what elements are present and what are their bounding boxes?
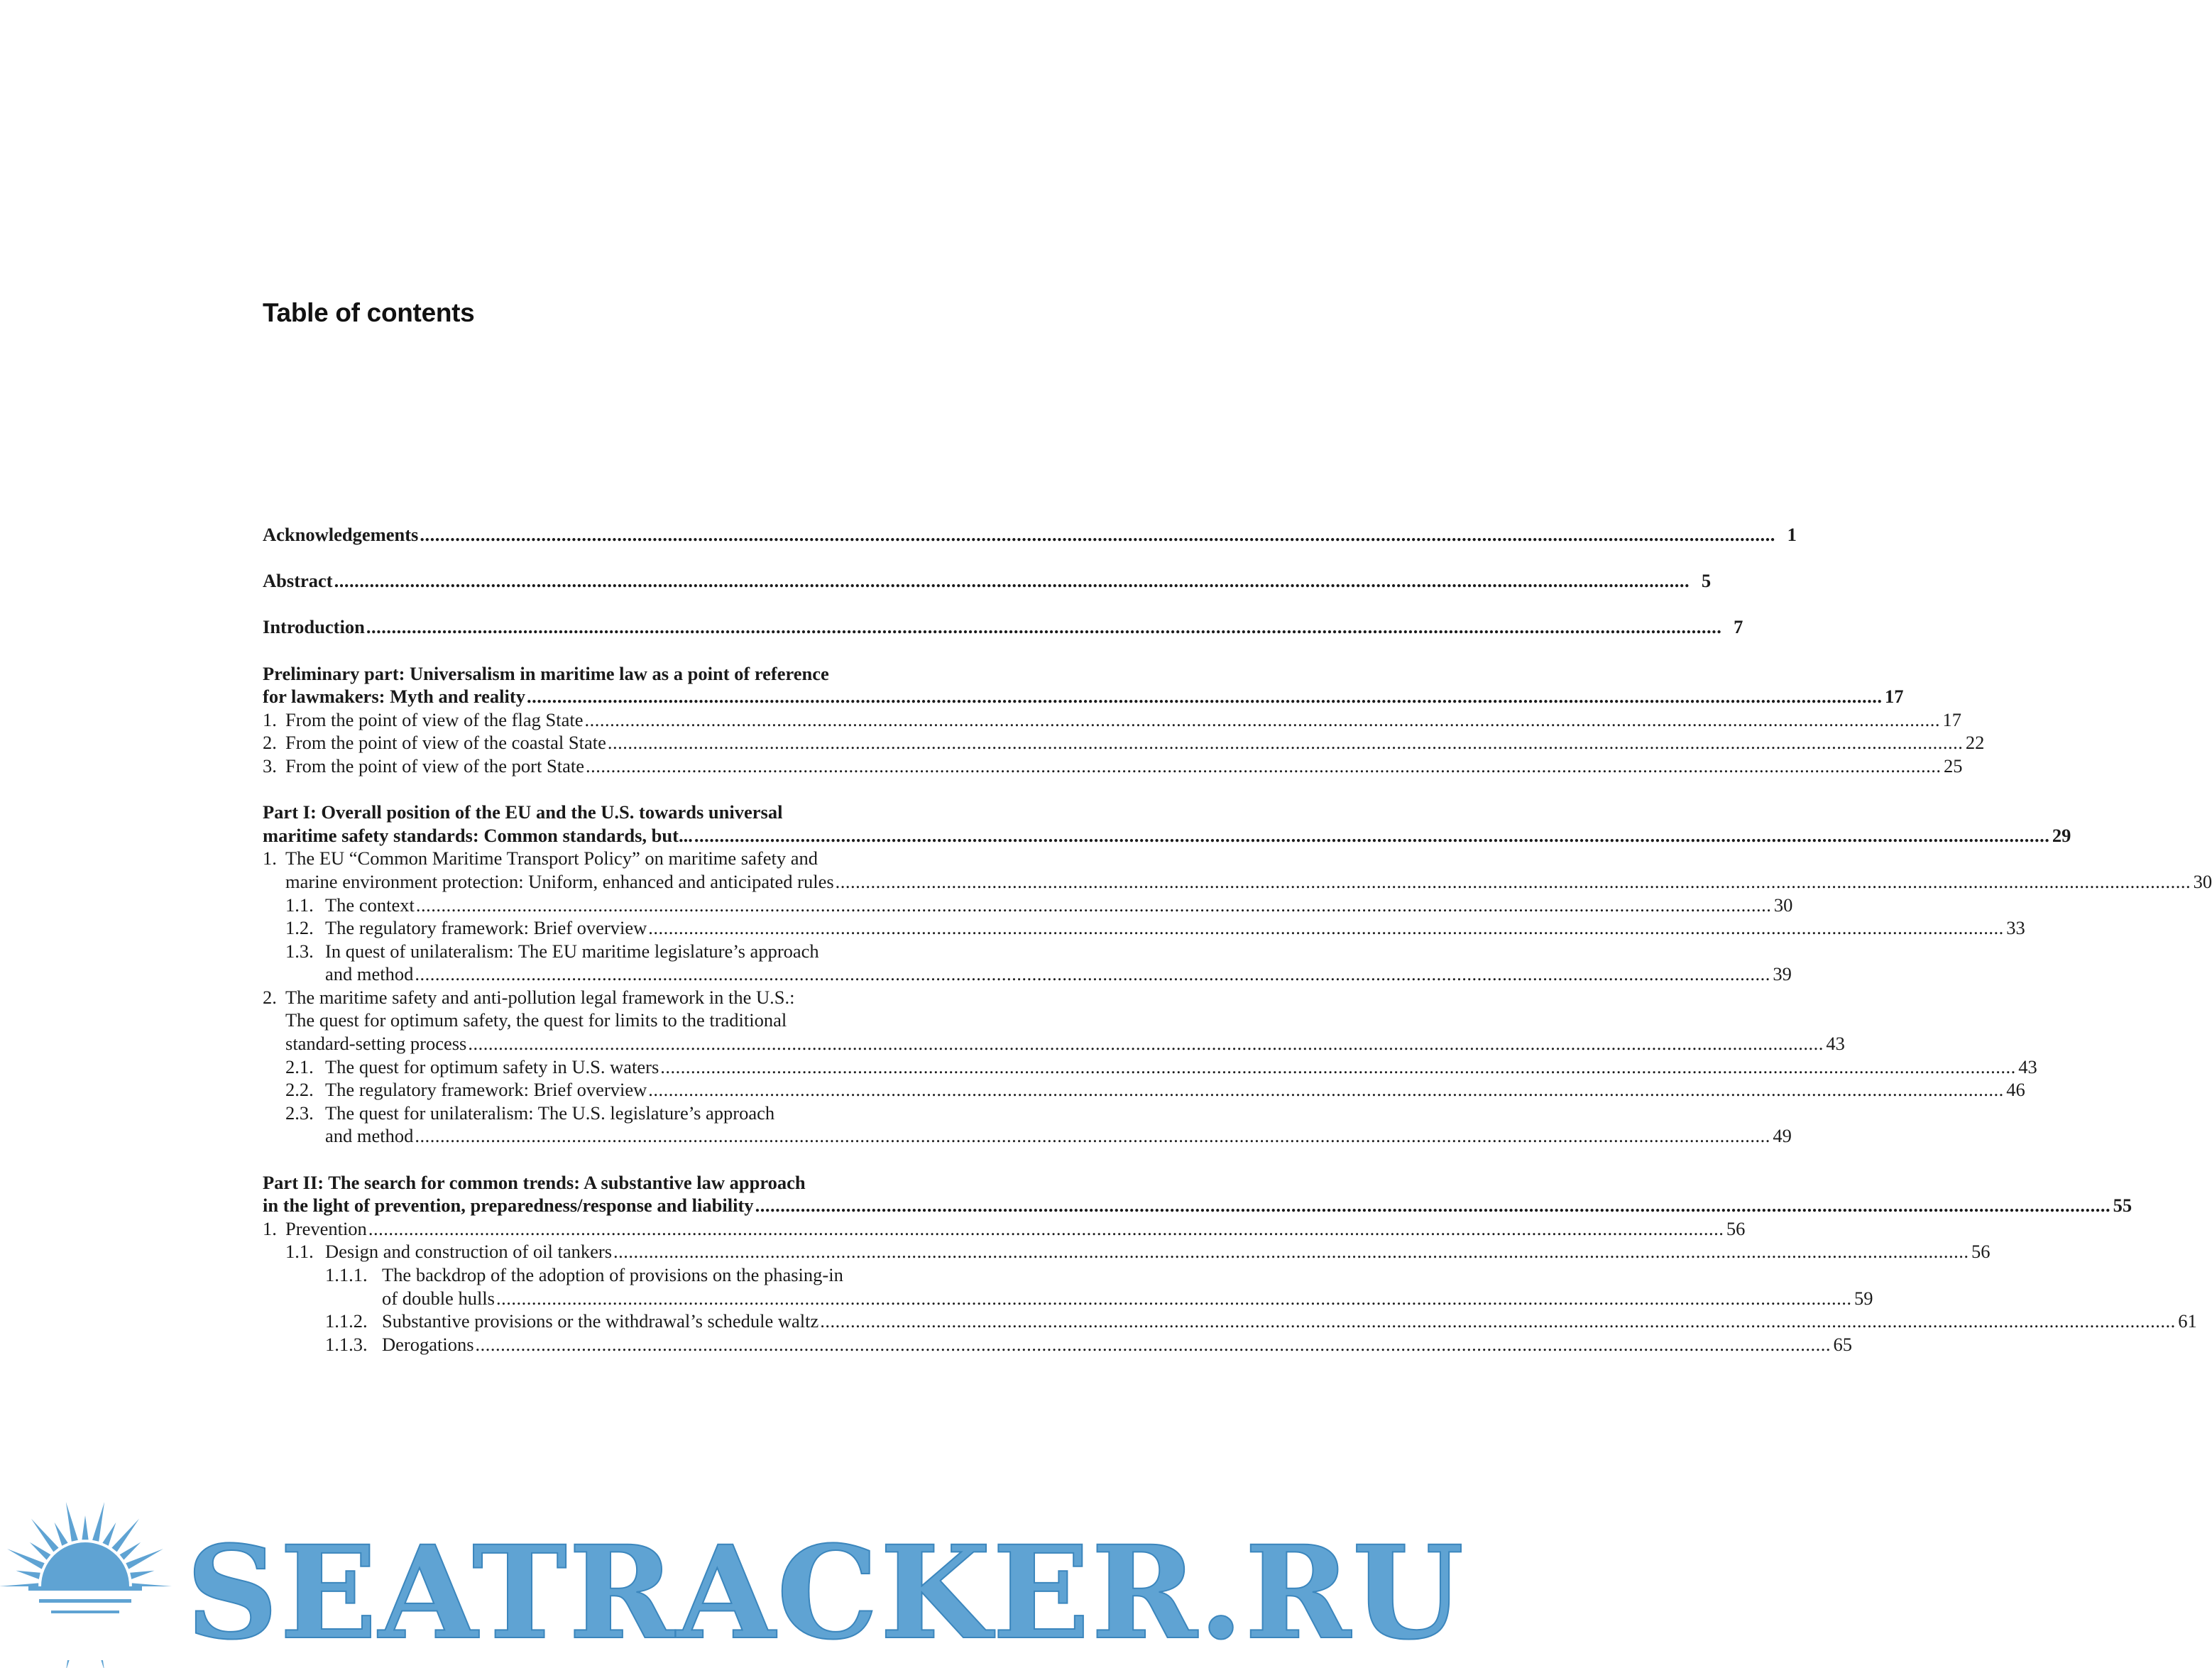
toc-entry-number: 1.: [263, 708, 277, 730]
toc-entry-title: marine environment protection: Uniform, enhanced and anticipated rules: [285, 870, 834, 892]
toc-entry[interactable]: [263, 1171, 924, 1195]
toc-entry-number: 1.3.: [285, 940, 314, 962]
dot-leader: [527, 685, 1883, 708]
toc-entry-title: In quest of unilateralism: The EU maritime legislature’s approach: [325, 940, 819, 962]
sun-ray: [120, 1542, 141, 1560]
toc-entry-title: The quest for optimum safety, the quest for limits to the traditional: [285, 1009, 787, 1031]
toc-entry-number: 2.3.: [285, 1102, 314, 1124]
toc-page-number: 17: [1884, 686, 1904, 708]
toc-page-number: 65: [1833, 1333, 1853, 1355]
sun-ray: [66, 1502, 78, 1542]
toc-entry-number: 1.: [263, 847, 277, 869]
toc-entry[interactable]: [263, 894, 1793, 917]
toc-page-number: 7: [1734, 616, 1743, 638]
toc-entry-title: maritime safety standards: Common standards, but...: [263, 824, 693, 846]
dot-leader: [613, 1240, 1969, 1263]
toc-entry[interactable]: [263, 523, 1797, 547]
dot-leader: [608, 731, 1964, 755]
toc-entry-title: Acknowledgements: [263, 524, 419, 545]
toc-entry-title: From the point of view of the port State: [285, 755, 584, 777]
dot-leader: [585, 708, 1941, 732]
dot-leader: [476, 1333, 1832, 1356]
toc-entry[interactable]: [263, 662, 924, 686]
toc-entry-title: and method: [325, 963, 414, 985]
toc-entry-number: 1.1.: [285, 894, 314, 916]
toc-page-number: 22: [1965, 732, 1985, 754]
dot-leader: [694, 824, 2050, 847]
toc-entry-title: Derogations: [382, 1333, 474, 1355]
toc-entry[interactable]: [263, 569, 1712, 593]
toc-entry[interactable]: [263, 1217, 1746, 1241]
toc-page-number: 59: [1854, 1287, 1873, 1309]
dot-leader: [496, 1287, 1852, 1310]
toc-entry[interactable]: [263, 1333, 1853, 1356]
dot-leader: [648, 1078, 2004, 1102]
table-of-contents: [263, 523, 2212, 1356]
toc-entry-number: 3.: [263, 755, 277, 777]
dot-leader: [836, 870, 2191, 894]
toc-entry-title: The regulatory framework: Brief overview: [325, 1079, 647, 1101]
toc-entry[interactable]: [263, 755, 1963, 778]
toc-entry[interactable]: [263, 708, 1961, 732]
toc-entry-title: Substantive provisions or the withdrawal’s schedule waltz: [382, 1310, 819, 1332]
toc-page-number: 61: [2178, 1310, 2197, 1332]
toc-entry[interactable]: [263, 986, 924, 1009]
dot-leader: [660, 1055, 2016, 1079]
toc-entry[interactable]: [263, 615, 1743, 639]
sun-ray: [55, 1522, 68, 1546]
toc-entry-number: 2.: [263, 986, 277, 1008]
toc-entry-title: Part II: The search for common trends: A substantive law approach: [263, 1171, 806, 1193]
toc-page-number: 46: [2006, 1079, 2025, 1101]
toc-entry-number: 1.1.1.: [325, 1264, 368, 1285]
toc-entry-title: Preliminary part: Universalism in maritime law as a point of reference: [263, 662, 829, 684]
toc-entry-title: The EU “Common Maritime Transport Policy” on maritime safety and: [285, 847, 818, 869]
toc-entry-title: for lawmakers: Myth and reality: [263, 686, 525, 708]
toc-entry-title: Prevention: [285, 1217, 367, 1239]
dot-leader: [415, 962, 1770, 986]
toc-entry-continued[interactable]: [263, 824, 2071, 847]
dot-leader: [366, 615, 1722, 639]
sun-ray: [102, 1522, 116, 1546]
sun-ray: [16, 1571, 40, 1579]
toc-entry[interactable]: [263, 801, 924, 824]
toc-page-number: 55: [2113, 1195, 2132, 1217]
toc-entry-title: From the point of view of the coastal State: [285, 732, 606, 754]
toc-page-number: 30: [2193, 870, 2212, 892]
toc-page-number: 56: [1971, 1241, 1991, 1263]
toc-page-number: 39: [1773, 963, 1792, 985]
toc-entry-continued[interactable]: [263, 1287, 1873, 1310]
sun-ray: [130, 1571, 154, 1579]
toc-page-number: 29: [2052, 824, 2071, 846]
toc-entry-continued[interactable]: [263, 1032, 1845, 1055]
toc-page-number: 17: [1942, 708, 1961, 730]
toc-page-number: 49: [1773, 1125, 1792, 1147]
toc-page-number: 43: [2018, 1055, 2037, 1077]
toc-page-number: 5: [1701, 570, 1712, 592]
dot-leader: [820, 1310, 2176, 1333]
toc-page-number: 30: [1773, 894, 1793, 916]
toc-entry-continued[interactable]: [263, 962, 1792, 986]
toc-page-number: 56: [1726, 1217, 1746, 1239]
toc-entry[interactable]: [263, 731, 1985, 755]
sun-ray: [82, 1515, 88, 1540]
sun-ray: [126, 1549, 163, 1569]
sun-ray: [92, 1502, 104, 1542]
toc-entry[interactable]: [263, 1078, 2025, 1102]
toc-entry-title: standard-setting process: [285, 1033, 467, 1055]
toc-entry[interactable]: [263, 1102, 924, 1125]
toc-entry-continued[interactable]: [263, 1124, 1792, 1148]
toc-entry[interactable]: [263, 1055, 2037, 1079]
toc-entry[interactable]: [263, 1240, 1991, 1263]
dot-leader: [586, 755, 1942, 778]
toc-entry-title: The quest for optimum safety in U.S. waters: [325, 1055, 659, 1077]
toc-entry-continued[interactable]: [263, 685, 1904, 708]
toc-entry-number: 2.1.: [285, 1055, 314, 1077]
toc-entry[interactable]: [263, 940, 924, 963]
toc-entry-title: Design and construction of oil tankers: [325, 1241, 613, 1263]
toc-entry-continued[interactable]: [263, 870, 2212, 894]
toc-entry-title: The quest for unilateralism: The U.S. legislature’s approach: [325, 1102, 775, 1124]
watermark-text: SEATRACKER.RU: [186, 1518, 1465, 1668]
toc-entry-number: 1.1.: [285, 1241, 314, 1263]
toc-entry[interactable]: [263, 916, 2025, 940]
toc-page-number: 1: [1787, 524, 1797, 545]
dot-leader: [334, 569, 1690, 593]
toc-entry-title: and method: [325, 1125, 414, 1147]
toc-entry[interactable]: [263, 847, 924, 870]
dot-leader: [755, 1194, 2111, 1217]
toc-entry-number: 1.: [263, 1217, 277, 1239]
toc-page-number: 33: [2006, 917, 2025, 939]
dot-leader: [648, 916, 2004, 940]
toc-entry-number: 2.2.: [285, 1079, 314, 1101]
toc-entry-number: 1.1.3.: [325, 1333, 368, 1355]
toc-entry-title: in the light of prevention, preparedness/response and liability: [263, 1195, 754, 1217]
page-title: Table of contents: [263, 298, 475, 327]
toc-entry-title: of double hulls: [382, 1287, 495, 1309]
toc-entry[interactable]: [263, 1263, 924, 1287]
toc-entry-number: 1.1.2.: [325, 1310, 368, 1332]
toc-entry-title: From the point of view of the flag State: [285, 708, 584, 730]
dot-leader: [420, 523, 1775, 547]
toc-entry-title: The regulatory framework: Brief overview: [325, 917, 647, 939]
toc-entry-title: The maritime safety and anti-pollution legal framework in the U.S.:: [285, 986, 795, 1008]
dot-leader: [468, 1032, 1824, 1055]
toc-page-number: 43: [1826, 1033, 1845, 1055]
toc-page-number: 25: [1944, 755, 1963, 777]
toc-entry-title: Abstract: [263, 570, 333, 592]
toc-entry[interactable]: [263, 1310, 2197, 1333]
dot-leader: [416, 894, 1772, 917]
toc-entry-title: The backdrop of the adoption of provisions on the phasing-in: [382, 1264, 843, 1285]
sun-ray: [7, 1549, 45, 1569]
sun-ray: [30, 1542, 51, 1560]
toc-entry-continued[interactable]: [263, 1194, 2132, 1217]
toc-entry-number: 2.: [263, 732, 277, 754]
dot-leader: [368, 1217, 1724, 1241]
toc-entry-title: Introduction: [263, 616, 365, 638]
toc-entry-number: 1.2.: [285, 917, 314, 939]
toc-entry-continued[interactable]: [263, 1009, 924, 1032]
dot-leader: [415, 1124, 1770, 1148]
toc-entry-title: The context: [325, 894, 415, 916]
toc-entry-title: Part I: Overall position of the EU and the U.S. towards universal: [263, 801, 783, 823]
